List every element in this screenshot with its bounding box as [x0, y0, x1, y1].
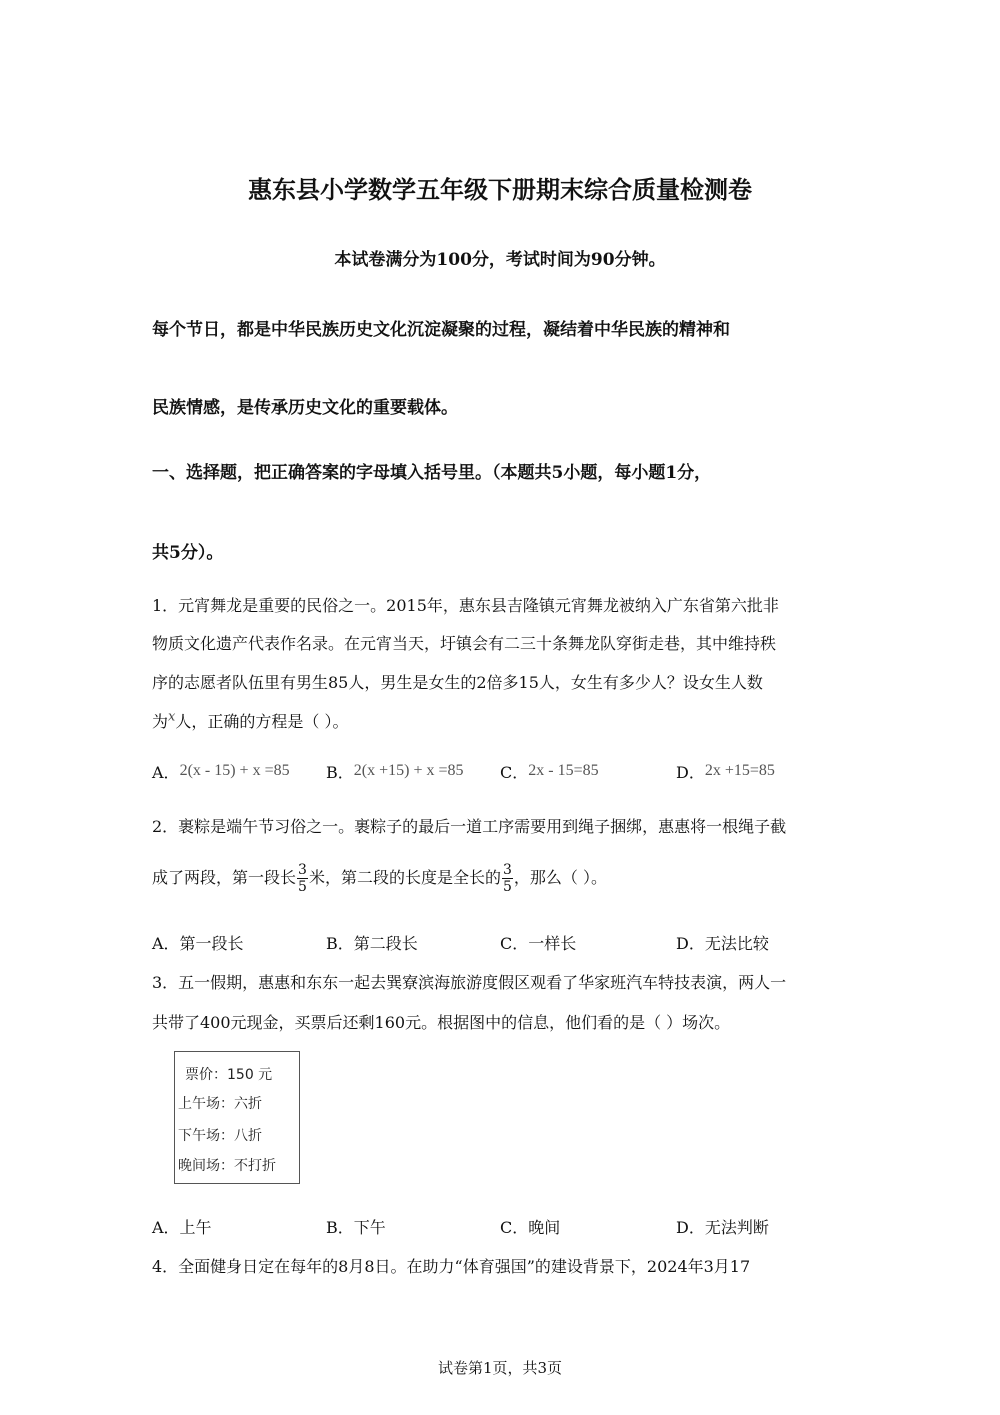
fraction-numerator: 3 [502, 862, 512, 878]
q2-option-b[interactable]: B．第二段长 [326, 934, 418, 953]
section1-heading-line-1: 一、选择题，把正确答案的字母填入括号里。（本题共5小题，每小题1分， [152, 463, 712, 483]
q3-line-1: 3．五一假期，惠惠和东东一起去巽寮滨海旅游度假区观看了华家班汽车特技表演，两人一 [152, 973, 787, 992]
q3-line-2: 共带了400元现金，买票后还剩160元。根据图中的信息，他们看的是（ ）场次。 [152, 1013, 731, 1032]
option-label: D． [676, 763, 705, 782]
option-label: B． [326, 763, 354, 782]
q1-line-4 [152, 709, 348, 732]
q1-line-3: 序的志愿者队伍里有男生85人，男生是女生的2倍多15人，女生有多少人？设女生人数 [152, 673, 763, 692]
fraction-denominator: 5 [298, 879, 307, 895]
ticket-morning: 上午场：六折 [178, 1096, 262, 1112]
option-equation: 2(x +15) + x =85 [353, 762, 464, 779]
exam-info: 本试卷满分为100分，考试时间为90分钟。 [334, 250, 666, 270]
variable-x: x [168, 709, 176, 725]
option-label: C． [500, 763, 529, 782]
q2-line-2 [152, 862, 607, 895]
intro-line-1: 每个节日，都是中华民族历史文化沉淀凝聚的过程，凝结着中华民族的精神和 [152, 320, 730, 340]
fraction-three-fifths [297, 862, 308, 895]
q2-line-2-c: ，那么（ ）。 [513, 868, 607, 887]
q2-option-a[interactable]: A．第一段长 [152, 934, 244, 953]
option-equation: 2(x - 15) + x =85 [179, 762, 290, 779]
option-equation: 2x - 15=85 [528, 762, 599, 779]
ticket-evening: 晚间场：不打折 [178, 1158, 276, 1174]
q2-option-d[interactable]: D．无法比较 [676, 934, 769, 953]
q1-line-2: 物质文化遗产代表作名录。在元宵当天，圩镇会有二三十条舞龙队穿街走巷，其中维持秩 [152, 634, 777, 653]
q2-line-1: 2．裹粽是端午节习俗之一。裹粽子的最后一道工序需要用到绳子捆绑，惠惠将一根绳子截 [152, 817, 787, 836]
q1-option-a[interactable] [152, 760, 290, 783]
q3-option-d[interactable]: D．无法判断 [676, 1218, 769, 1237]
option-equation: 2x +15=85 [704, 762, 775, 779]
q2-option-c[interactable]: C．一样长 [500, 934, 577, 953]
page-footer: 试卷第1页，共3页 [437, 1359, 563, 1377]
ticket-price-board [174, 1051, 300, 1184]
q1-line-4-pre: 为 [152, 712, 169, 731]
q1-line-1: 1．元宵舞龙是重要的民俗之一。2015年，惠东县吉隆镇元宵舞龙被纳入广东省第六批非 [152, 596, 779, 615]
fraction-three-fifths [502, 862, 513, 895]
q1-option-d[interactable] [676, 760, 775, 783]
ticket-afternoon: 下午场：八折 [178, 1128, 262, 1144]
q2-line-2-a: 成了两段，第一段长 [152, 868, 297, 887]
fraction-numerator: 3 [298, 862, 307, 878]
q3-option-b[interactable]: B．下午 [326, 1218, 386, 1237]
q3-option-a[interactable]: A．上午 [152, 1218, 212, 1237]
fraction-denominator: 5 [502, 879, 512, 895]
q1-line-4-post: 人，正确的方程是（ ）。 [175, 712, 349, 731]
q2-line-2-b: 米，第二段的长度是全长的 [308, 868, 501, 887]
q1-option-c[interactable] [500, 760, 599, 783]
q3-option-c[interactable]: C．晚间 [500, 1218, 561, 1237]
intro-line-2: 民族情感，是传承历史文化的重要载体。 [152, 398, 458, 418]
ticket-price: 票价：150 元 [185, 1067, 273, 1083]
page-title: 惠东县小学数学五年级下册期末综合质量检测卷 [248, 176, 752, 204]
section1-heading-line-2: 共5分）。 [152, 543, 224, 563]
q1-option-b[interactable] [326, 760, 464, 783]
q4-line-1: 4．全面健身日定在每年的8月8日。在助力“体育强国”的建设背景下，2024年3月17 [152, 1257, 751, 1276]
option-label: A． [152, 763, 180, 782]
